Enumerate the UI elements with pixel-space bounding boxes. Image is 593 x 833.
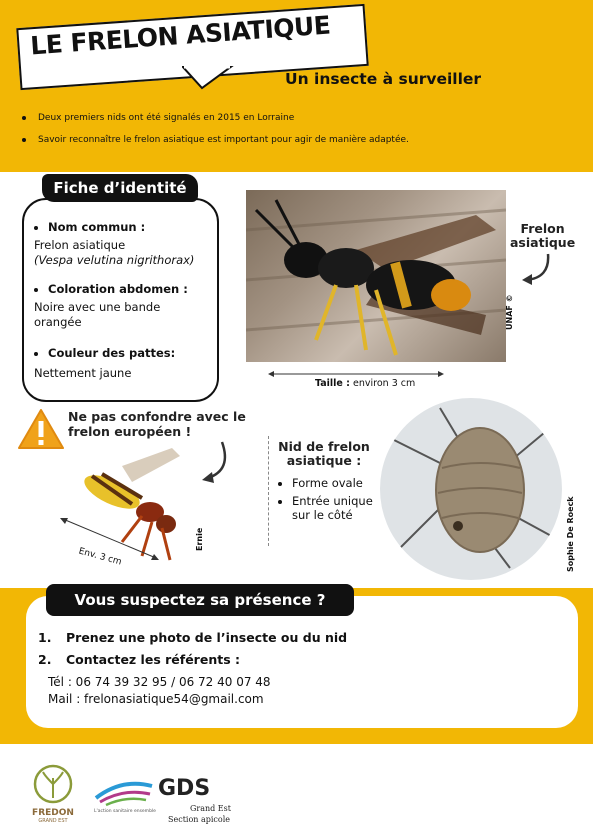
- abdomen-value-2: orangée: [34, 315, 82, 329]
- gds-region: Grand Est: [190, 804, 231, 813]
- nest-title-line: asiatique :: [286, 453, 362, 468]
- fredon-emblem-icon: [28, 764, 78, 804]
- bullet-dot: [22, 116, 26, 120]
- scientific-name: (Vespa velutina nigrithorax): [34, 253, 195, 267]
- intro-bullet: [22, 135, 409, 145]
- common-name-value: Frelon asiatique: [34, 238, 126, 252]
- nest-divider: [268, 436, 269, 546]
- step-number: 2.: [38, 652, 52, 667]
- warning-text-line: frelon européen !: [68, 424, 192, 439]
- step-2: [38, 652, 240, 667]
- phone-numbers: Tél : 06 74 39 32 95 / 06 72 40 07 48: [48, 675, 271, 689]
- nest-title-line: Nid de frelon: [278, 439, 370, 454]
- bullet-dot: [278, 482, 282, 486]
- legs-label: [34, 346, 175, 360]
- photo-credit-roeck: Sophie De Roeck: [566, 496, 575, 572]
- warning-text-line: Ne pas confondre avec le: [68, 409, 246, 424]
- nest-photo: [380, 398, 562, 580]
- curved-arrow-icon: [200, 440, 236, 484]
- gds-name: GDS: [158, 776, 211, 801]
- intro-bullet-text: Deux premiers nids ont été signalés en 2015 en Lorraine: [38, 113, 295, 123]
- warning-icon: [18, 408, 64, 450]
- identity-tag: Fiche d’identité: [42, 174, 198, 202]
- gds-swoosh-icon: [92, 778, 156, 808]
- fredon-logo: [28, 764, 78, 824]
- contact-tag: Vous suspectez sa présence ?: [46, 584, 354, 616]
- size-label-bold: Taille :: [315, 378, 350, 389]
- bullet-dot: [34, 352, 38, 356]
- photo-credit-ernie: Ernie: [195, 527, 204, 551]
- intro-bullet: [22, 113, 294, 123]
- photo-label-line: Frelon: [520, 221, 565, 236]
- fredon-region: GRAND EST: [38, 818, 68, 824]
- photo-label: [510, 222, 575, 250]
- abdomen-value-1: Noire avec une bande: [34, 300, 161, 314]
- asian-hornet-photo: [246, 190, 506, 362]
- abdomen-label-text: Coloration abdomen :: [48, 282, 188, 296]
- bullet-dot: [278, 500, 282, 504]
- nest-feature-cont: sur le côté: [292, 508, 353, 522]
- bullet-dot: [22, 138, 26, 142]
- common-name-label-text: Nom commun :: [48, 220, 146, 234]
- step-number: 1.: [38, 630, 52, 645]
- common-name-label: [34, 220, 145, 234]
- legs-label-text: Couleur des pattes:: [48, 346, 176, 360]
- legs-value: Nettement jaune: [34, 366, 132, 380]
- bullet-dot: [34, 288, 38, 292]
- warning-text: [68, 409, 246, 439]
- step-text: Contactez les référents :: [66, 652, 240, 667]
- intro-bullet-text: Savoir reconnaître le frelon asiatique est important pour agir de manière adaptée.: [38, 135, 409, 145]
- nest-feature-text: Forme ovale: [292, 476, 363, 490]
- size-label-value: environ 3 cm: [353, 378, 416, 389]
- step-1: [38, 630, 347, 645]
- email-address[interactable]: Mail : frelonasiatique54@gmail.com: [48, 692, 264, 706]
- nest-title: [274, 440, 374, 468]
- photo-credit-unaf: UNAF ©: [505, 294, 514, 330]
- fredon-name: FREDON: [32, 808, 74, 818]
- speech-tail: [182, 66, 252, 92]
- gds-tagline: L'action sanitaire ensemble: [94, 809, 156, 814]
- curved-arrow-icon: [520, 252, 556, 286]
- nest-feature-text: Entrée unique: [292, 494, 373, 508]
- page-subtitle: Un insecte à surveiller: [285, 70, 482, 88]
- nest-feature: [278, 476, 363, 490]
- photo-label-line: asiatique: [510, 235, 576, 250]
- page-title: LE FRELON ASIATIQUE: [29, 10, 332, 61]
- bullet-dot: [34, 226, 38, 230]
- asian-hornet-illustration: [246, 190, 506, 362]
- abdomen-label: [34, 282, 188, 296]
- european-size-label: Env. 3 cm: [77, 546, 123, 568]
- size-label: [315, 378, 415, 389]
- nest-illustration: [380, 398, 562, 580]
- step-text: Prenez une photo de l’insecte ou du nid: [66, 630, 348, 645]
- gds-section: Section apicole: [168, 815, 231, 824]
- nest-feature: [278, 494, 373, 508]
